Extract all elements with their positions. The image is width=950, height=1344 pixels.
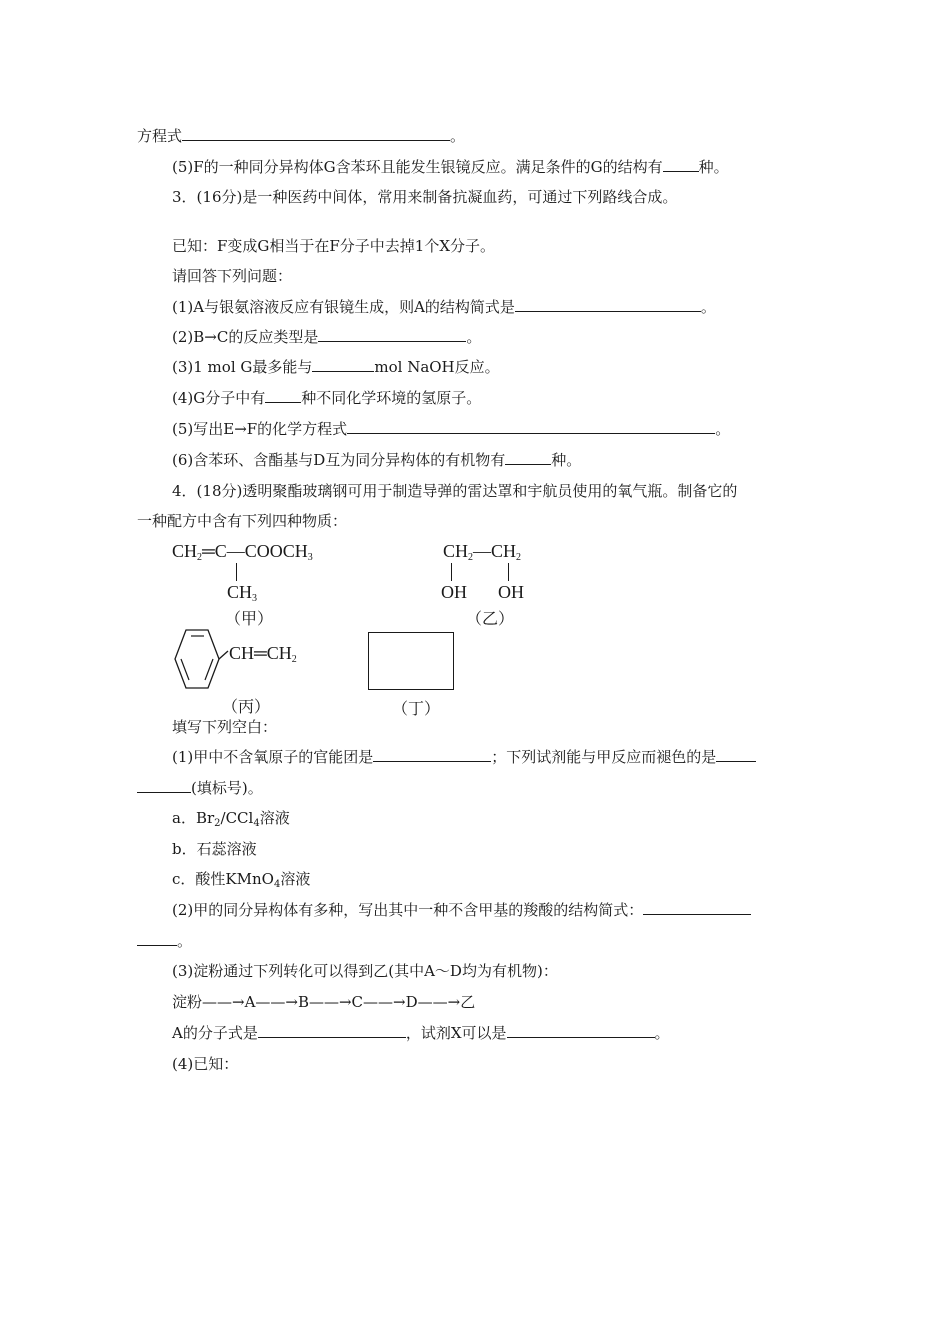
text: 种不同化学环境的氢原子。 [301, 389, 482, 407]
reaction-chain [172, 992, 475, 1012]
text: 已知：F变成G相当于在F分子中去掉1个X分子。 [172, 237, 496, 255]
text: 一种配方中含有下列四种物质： [137, 512, 348, 530]
yi-oh-2: OH [498, 582, 524, 602]
text: ；下列试剂能与甲反应而褪色的是 [491, 748, 717, 766]
yi-label: （乙） [466, 609, 515, 628]
text-line [172, 419, 730, 439]
text: (5)F的一种同分异构体G含苯环且能发生银镜反应。满足条件的G的结构有 [172, 158, 663, 176]
text: (2)甲的同分异构体有多种，写出其中一种不含甲基的羧酸的结构简式： [172, 901, 644, 919]
text-line [172, 236, 495, 256]
text: 请回答下列问题： [172, 267, 293, 285]
text-line [172, 961, 558, 981]
yi-oh-1: OH [441, 582, 467, 602]
text: 淀粉——→A——→B——→C——→D——→乙 [172, 993, 476, 1011]
answer-blank[interactable] [137, 778, 191, 793]
answer-blank[interactable] [347, 419, 715, 434]
answer-blank[interactable] [373, 747, 491, 762]
benzene-ring-icon [166, 628, 236, 690]
text-line [172, 297, 716, 317]
question-title [172, 481, 737, 501]
answer-blank[interactable] [182, 126, 450, 141]
bond-line [236, 563, 237, 581]
bond-line [508, 563, 509, 581]
answer-blank[interactable] [312, 357, 374, 372]
jia-main-chain: $CH_2═C—COOCH_3$ [172, 541, 313, 563]
text-line [172, 157, 729, 177]
text-line [172, 747, 756, 767]
text: 3．(16分)是一种医药中间体，常用来制备抗凝血药，可通过下列路线合成。 [172, 188, 678, 206]
text-line [172, 327, 481, 347]
answer-blank[interactable] [265, 388, 301, 403]
text-line [172, 1023, 670, 1043]
text: (3)淀粉通过下列转化可以得到乙(其中A～D均为有机物)： [172, 962, 558, 980]
ding-empty-box [368, 632, 454, 690]
text: 。 [450, 127, 466, 145]
text: (5)写出E→F的化学方程式 [172, 420, 348, 438]
text: 4．(18分)透明聚酯玻璃钢可用于制造导弹的雷达罩和宇航员使用的氧气瓶。制备它的 [172, 482, 738, 500]
text-line [137, 126, 465, 146]
answer-blank[interactable] [515, 297, 701, 312]
text-line [172, 266, 292, 286]
text-line [172, 1054, 238, 1074]
option-b: b．石蕊溶液 [172, 840, 257, 858]
text-line [172, 450, 581, 470]
answer-blank[interactable] [663, 157, 699, 172]
text: 。 [654, 1024, 670, 1042]
ding-label: （丁） [392, 699, 441, 718]
text: 。 [177, 932, 193, 950]
text: mol NaOH反应。 [374, 358, 500, 376]
text: (2)B→C的反应类型是 [172, 328, 319, 346]
text: (3)1 mol G最多能与 [172, 358, 313, 376]
text-line [172, 388, 481, 408]
bond-line [451, 563, 452, 581]
text: (1)甲中不含氧原子的官能团是 [172, 748, 374, 766]
answer-blank[interactable] [507, 1023, 655, 1038]
text: (4)G分子中有 [172, 389, 266, 407]
text: 方程式 [137, 127, 183, 145]
text: 种。 [551, 451, 582, 469]
answer-blank[interactable] [137, 931, 177, 946]
text: 。 [466, 328, 482, 346]
text: (1)A与银氨溶液反应有银镜生成，则A的结构简式是 [172, 298, 515, 316]
option-a: a．$Br_2/CCl_4$溶液 [172, 809, 290, 829]
text: 种。 [698, 158, 729, 176]
option-c: c．酸性KMnO$_4$溶液 [172, 870, 311, 890]
text-line [137, 778, 263, 798]
text: 。 [715, 420, 731, 438]
text-line [137, 931, 192, 951]
text: A的分子式是 [172, 1024, 258, 1042]
text: ，试剂X可以是 [405, 1024, 507, 1042]
text-line [172, 357, 500, 377]
text: (4)已知： [172, 1055, 239, 1073]
bing-label: （丙） [222, 697, 271, 716]
question-title [172, 187, 677, 207]
jia-methyl: $CH_3$ [227, 582, 258, 604]
answer-blank[interactable] [716, 747, 756, 762]
bing-side-chain: $CH═CH_2$ [229, 643, 297, 665]
yi-main-chain: $CH_2—CH_2$ [443, 541, 522, 563]
text: 。 [700, 298, 716, 316]
text: 填写下列空白： [172, 718, 278, 736]
answer-blank[interactable] [258, 1023, 406, 1038]
jia-label: （甲） [225, 609, 274, 628]
text: (填标号)。 [191, 779, 263, 797]
text-line [172, 717, 277, 737]
answer-blank[interactable] [318, 327, 466, 342]
text: (6)含苯环、含酯基与D互为同分异构体的有机物有 [172, 451, 506, 469]
answer-blank[interactable] [643, 900, 751, 915]
text-line [172, 900, 751, 920]
text-line [137, 511, 347, 531]
answer-blank[interactable] [505, 450, 551, 465]
